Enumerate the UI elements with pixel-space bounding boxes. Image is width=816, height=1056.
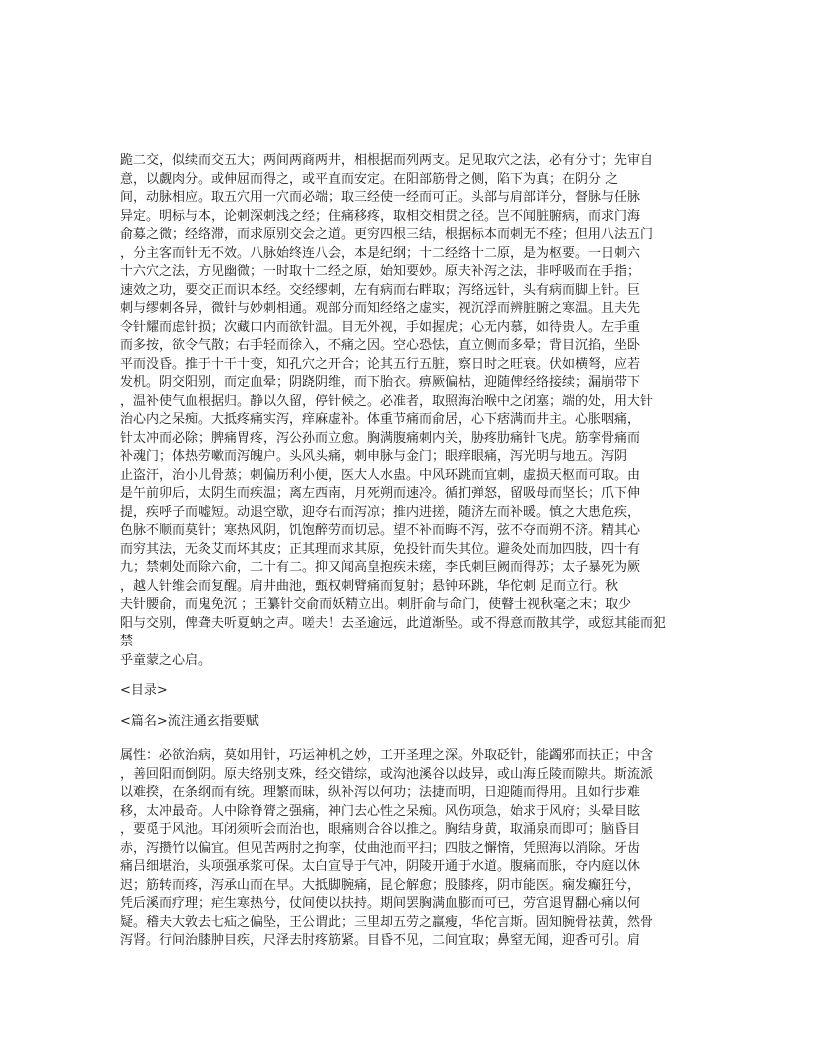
toc-label: <目录> bbox=[120, 683, 168, 698]
body-paragraph: 跪二交，似续而交五大；两间两商两井，相根据而列两支。足见取穴之法，必有分寸；先审自 意，以觑肉分。或伸屈而得之，或平直而安定。在阳部筋骨之侧，陷下为真；在阴分 之 间，动脉相应。取五穴用一穴而必端；取三经使一经而可正。头部与肩部详分，督脉与任脉 异定。明标与本，论刺深刺浅之经；住痛移疼，取相交相贯之径。岂不闻脏腑病，而求门海 俞募之微；经络滞，而求原别交会之道。更穷四根三结，根据标本而刺无不痊；但用八法五门 ，分主客而针无不效。八脉始终连八会，本是纪纲；十二经络十二原，是为枢要。一日刺六 十六穴之法，方见幽微；一时取十二经之原，始知要妙。原夫补泻之法，非呼吸而在手指； 速效之功，要交正而识本经。交经缪刺，左有病而右畔取；泻络远针，头有病而脚上针。巨 刺与缪刺各异，微针与妙刺相通。观部分而知经络之虚实，视沉浮而辨脏腑之寒温。且夫先 令针耀而虑针损；次藏口内而欲针温。目无外视，手如握虎；心无内慕，如待贵人。左手重 而多按，欲令气散；右手轻而徐入，不痛之因。空心恐怯，直立侧而多晕；背目沉掐，坐卧 平而没昏。推于十干十变，知孔穴之开合；论其五行五脏，察日时之旺衰。伏如横弩，应若 发机。阴交阳别，而定血晕；阴跷阴维，而下胎衣。痹厥偏枯，迎随俾经络接续；漏崩带下 ，温补使气血根据归。静以久留，停针候之。必准者，取照海治喉中之闭塞；端的处，用大针 治心内之呆痴。大抵疼痛实泻，痒麻虚补。体重节痛而俞居，心下痞满而井主。心胀咽痛， 针太冲而必除；脾痛胃疼，泻公孙而立愈。胸满腹痛刺内关，胁疼肋痛针飞虎。筋挛骨痛而 补魂门；体热劳嗽而泻魄户。头风头痛，刺申脉与金门；眼痒眼痛，泻光明与地五。泻阴 止盗汗，治小儿骨蒸；刺偏历利小便，医大人水蛊。中风环跳而宜刺，虚损天枢而可取。由 是午前卯后，太阴生而疾温；离左西南，月死朔而速冷。循扪弹怒，留吸母而坚长；爪下伸 提，疾呼子而嘘短。动退空歇，迎夺右而泻凉；推内进搓，随济左而补暖。慎之大患危疾， 色脉不顺而莫针；寒热风阴，饥饱醉劳而切忌。望不补而晦不泻，弦不夺而朔不济。精其心 而穷其法，无灸艾而坏其皮；正其理而求其原，免投针而失其位。避灸处而加四肢，四十有 九；禁刺处而除六俞，二十有二。抑又闻高皇抱疾未瘥，李氏刺巨阙而得苏；太子暴死为厥 ，越人针维会而复醒。肩井曲池，甄权刺臂痛而复射；悬钟环跳，华佗刺 足而立行。秋 夫针腰俞，而鬼免沉 ；王纂针交俞而妖精立出。刺肝俞与命门，使瞽士视秋毫之末；取少 阳与交别，俾聋夫听夏蚋之声。嗟夫！去圣逾远，此道渐坠。或不得意而散其学，或愆其能而犯 禁 乎童蒙之心启。 bbox=[120, 153, 667, 668]
chapter-title: <篇名>流注通玄指要赋 bbox=[120, 714, 259, 729]
body-paragraph: 属性：必欲治病，莫如用针，巧运神机之妙，工开圣理之深。外取砭针，能蠲邪而扶正；中含 ，善回阳而倒阴。原夫络别支殊，经交错综，或沟池溪谷以歧异，或山海丘陵而隙共。斯流派 以难揆，在条纲而有统。理繁而昧，纵补泻以何功；法捷而明，日迎随而得用。且如行步难 移，太冲最奇。人中除脊膂之强痛，神门去心性之呆痴。风伤项急，始求于风府；头晕目眩 ，要觅于风池。耳闭须听会而治也，眼痛则合谷以推之。胸结身黄，取涌泉而即可；脑昏目 赤，泻攒竹以偏宜。但见苦两肘之拘挛，仗曲池而平扫；四肢之懈惰，凭照海以消除。牙齿 痛吕细堪治，头项强承浆可保。太白宣导于气冲，阴陵开通于水道。腹痛而胀，夺内庭以休 迟；筋转而疼，泻承山而在早。大抵脚腕痛，昆仑解愈；股膝疼，阴市能医。痫发癫狂兮， 凭后溪而疗理；疟生寒热兮，仗间使以扶持。期间罢胸满血膨而可已，劳宫退胃翻心痛以何 疑。稽夫大敦去七疝之偏坠，王公谓此；三里却五劳之羸瘦，华佗言斯。固知腕骨祛黄，然骨 泻肾。行间治膝肿目疾，尺泽去肘疼筋紧。目昏不见，二间宜取；鼻窒无闻，迎香可引。肩 bbox=[120, 748, 654, 948]
